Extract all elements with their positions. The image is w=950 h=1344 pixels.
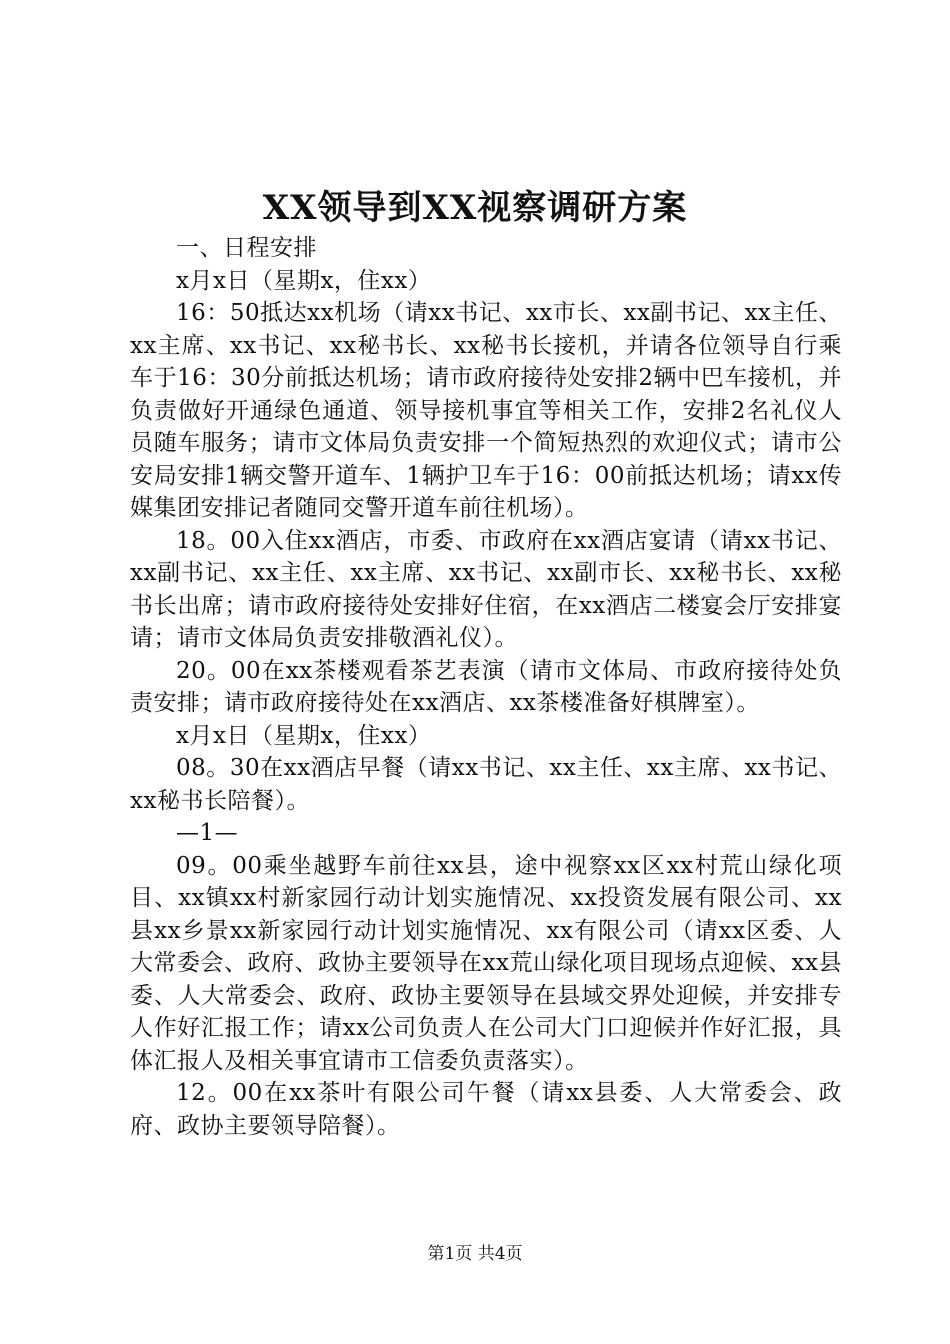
schedule-paragraph: 12。00在xx茶叶有限公司午餐（请xx县委、人大常委会、政府、政协主要领导陪餐）。: [130, 1080, 842, 1139]
page-footer: 第1页 共4页: [427, 1244, 523, 1264]
section-heading: 一、日程安排: [176, 235, 317, 261]
document-body: [130, 232, 842, 1142]
schedule-paragraph: 09。00乘坐越野车前往xx县，途中视察xx区xx村荒山绿化项目、xx镇xx村新家园行动计划实施情况、xx投资发展有限公司、xx县xx乡景xx新家园行动计划实施情况、xx有限公司（请xx区委、人大常委会、政府、政协主要领导在xx荒山绿化项目现场点迎候、xx县委、人大常委会、政府、政协主要领导在县域交界处迎候，并安排专人作好汇报工作；请xx公司负责人在公司大门口迎候并作好汇报，具体汇报人及相关事宜请市工信委负责落实）。: [130, 852, 842, 1074]
schedule-paragraph: 16：50抵达xx机场（请xx书记、xx市长、xx副书记、xx主任、xx主席、xx书记、xx秘书长、xx秘书长接机，并请各位领导自行乘车于16：30分前抵达机场；请市政府接待处安排2辆中巴车接机，并负责做好开通绿色通道、领导接机事宜等相关工作，安排2名礼仪人员随车服务；请市文体局负责安排一个简短热烈的欢迎仪式；请市公安局安排1辆交警开道车、1辆护卫车于16：00前抵达机场；请xx传媒集团安排记者随同交警开道车前往机场）。: [130, 300, 842, 521]
date-line: x月x日（星期x，住xx）: [176, 267, 432, 294]
schedule-paragraph: 18。00入住xx酒店，市委、市政府在xx酒店宴请（请xx书记、xx副书记、xx主任、xx主席、xx书记、xx副市长、xx秘书长、xx秘书长出席；请市政府接待处安排好住宿，在xx酒店二楼宴会厅安排宴请；请市文体局负责安排敬酒礼仪）。: [130, 527, 842, 651]
inline-page-marker: —1—: [176, 820, 239, 846]
schedule-paragraph: 08。30在xx酒店早餐（请xx书记、xx主任、xx主席、xx书记、xx秘书长陪餐）。: [130, 755, 842, 814]
document-title: XX领导到XX视察调研方案: [262, 188, 688, 228]
date-line: x月x日（星期x，住xx）: [176, 722, 432, 749]
schedule-paragraph: 20。00在xx茶楼观看茶艺表演（请市文体局、市政府接待处负责安排；请市政府接待处在xx酒店、xx茶楼准备好棋牌室）。: [130, 657, 842, 716]
